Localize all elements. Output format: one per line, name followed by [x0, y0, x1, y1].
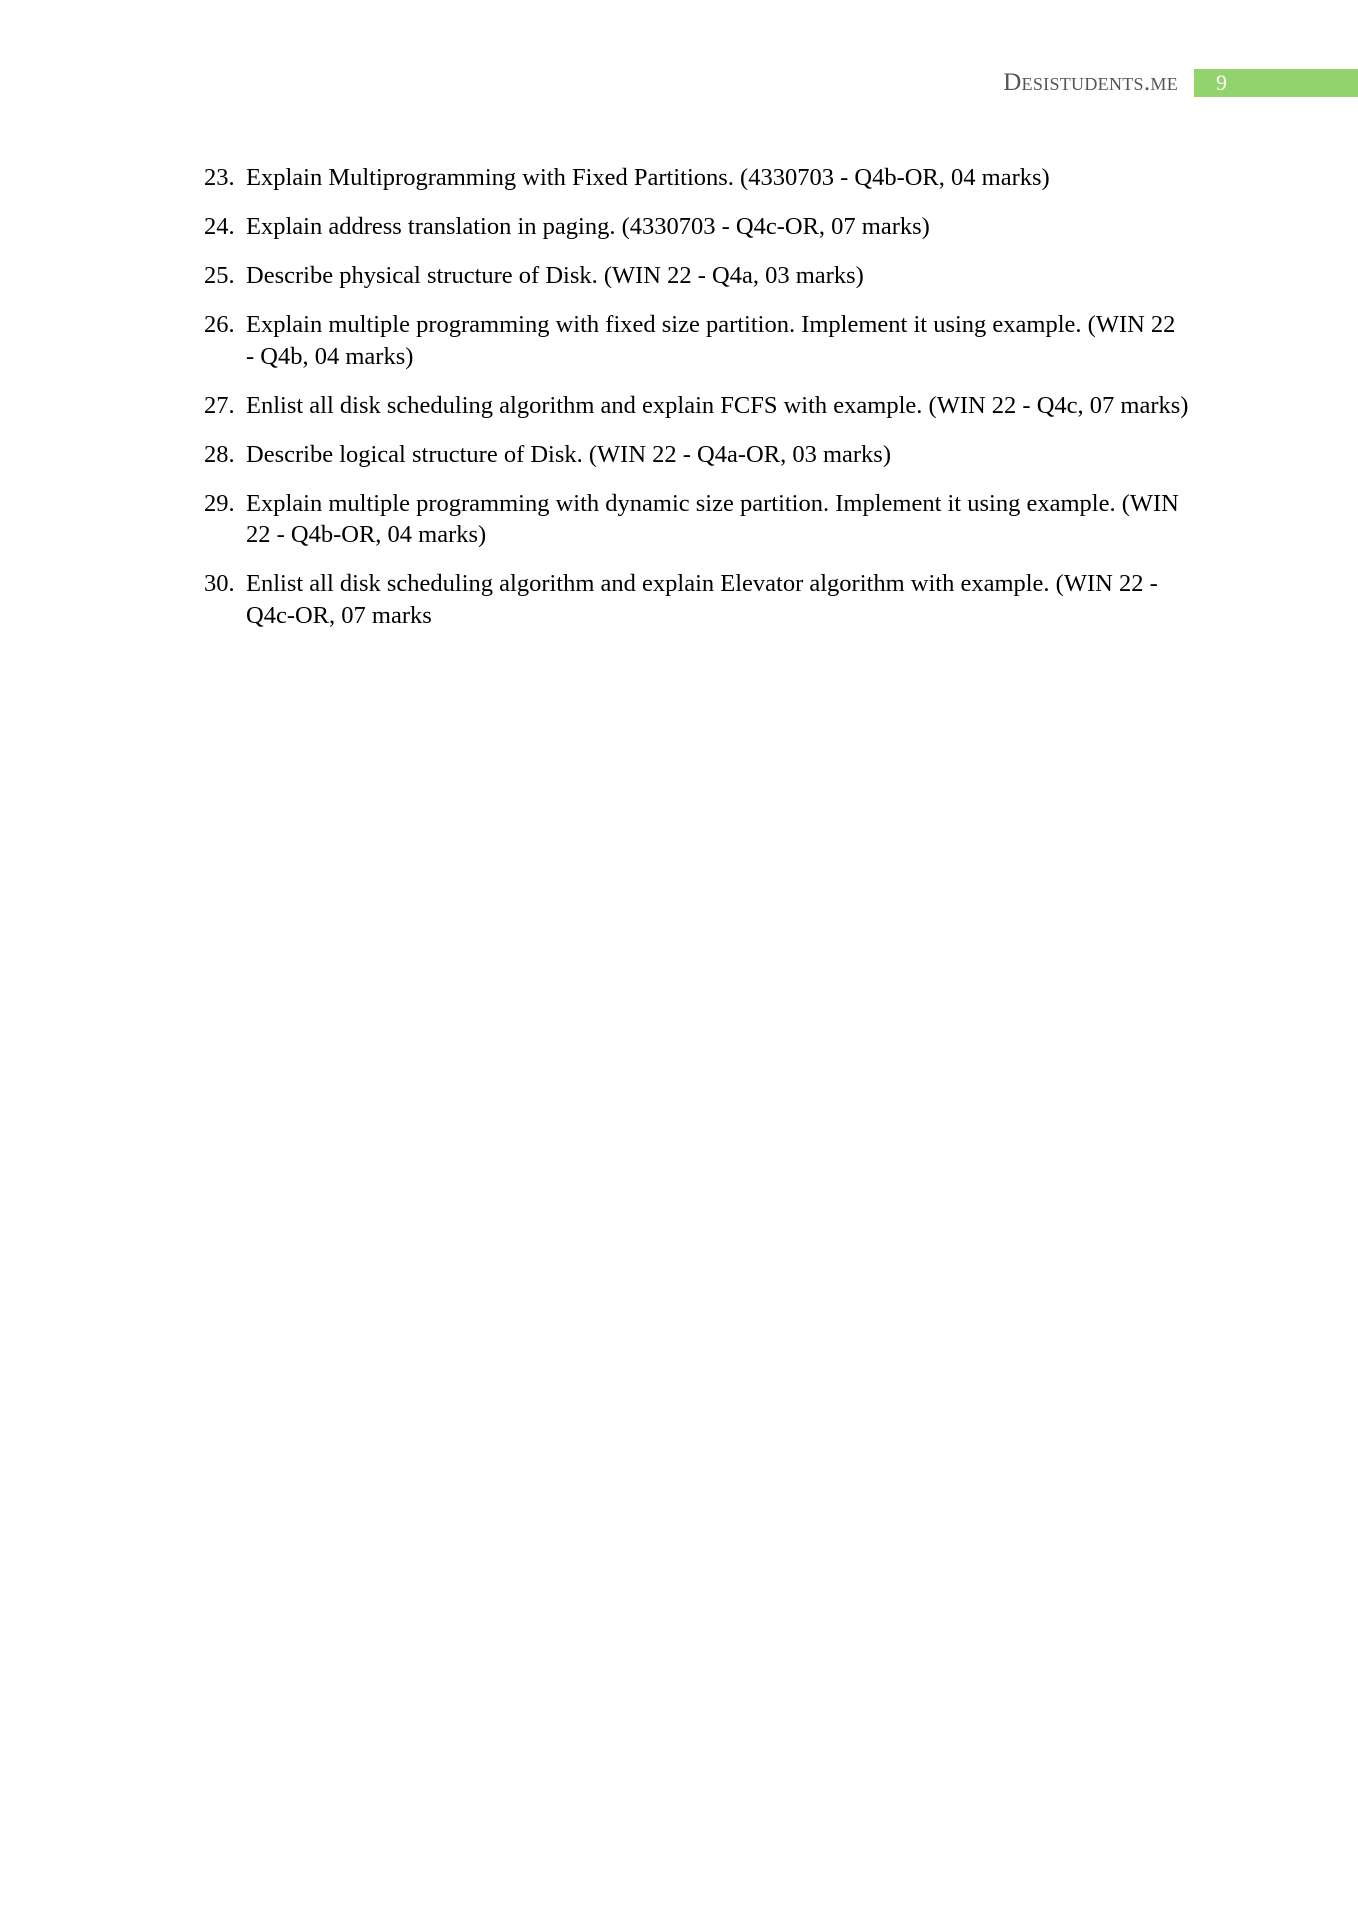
question-item [204, 568, 1189, 631]
question-text: Describe physical structure of Disk. (WIN 22 - Q4a, 03 marks) [246, 262, 864, 289]
question-item [204, 162, 1189, 194]
question-item [204, 211, 1189, 243]
question-text: Explain Multiprogramming with Fixed Partitions. (4330703 - Q4b-OR, 04 marks) [246, 164, 1050, 191]
site-name: Desistudents.me [1003, 69, 1178, 96]
page-number: 9 [1194, 69, 1358, 97]
question-item [204, 488, 1189, 551]
question-text: Explain multiple programming with dynamic size partition. Implement it using example. (WIN 22 - Q4b-OR, 04 marks) [246, 489, 1179, 548]
question-text: Describe logical structure of Disk. (WIN 22 - Q4a-OR, 03 marks) [246, 440, 891, 468]
question-text: Explain address translation in paging. (4330703 - Q4c-OR, 07 marks) [246, 213, 930, 240]
question-number: 24. [204, 213, 235, 240]
question-number: 28. [204, 440, 235, 468]
question-list [204, 162, 1189, 649]
question-number: 26. [204, 311, 235, 338]
question-number: 23. [204, 164, 235, 191]
question-number: 29. [204, 489, 235, 517]
question-item [204, 439, 1189, 471]
question-item [204, 260, 1189, 292]
question-number: 30. [204, 570, 235, 597]
question-number: 25. [204, 262, 235, 289]
question-text: Enlist all disk scheduling algorithm and explain FCFS with example. (WIN 22 - Q4c, 07 marks) [246, 391, 1189, 419]
question-text: Enlist all disk scheduling algorithm and explain Elevator algorithm with example. (WIN 22 - Q4c-OR, 07 marks [246, 570, 1158, 629]
page-header [1003, 68, 1358, 98]
question-number: 27. [204, 391, 235, 419]
question-item [204, 390, 1189, 422]
question-text: Explain multiple programming with fixed size partition. Implement it using example. (WIN 22 - Q4b, 04 marks) [246, 311, 1176, 370]
question-item [204, 309, 1189, 372]
